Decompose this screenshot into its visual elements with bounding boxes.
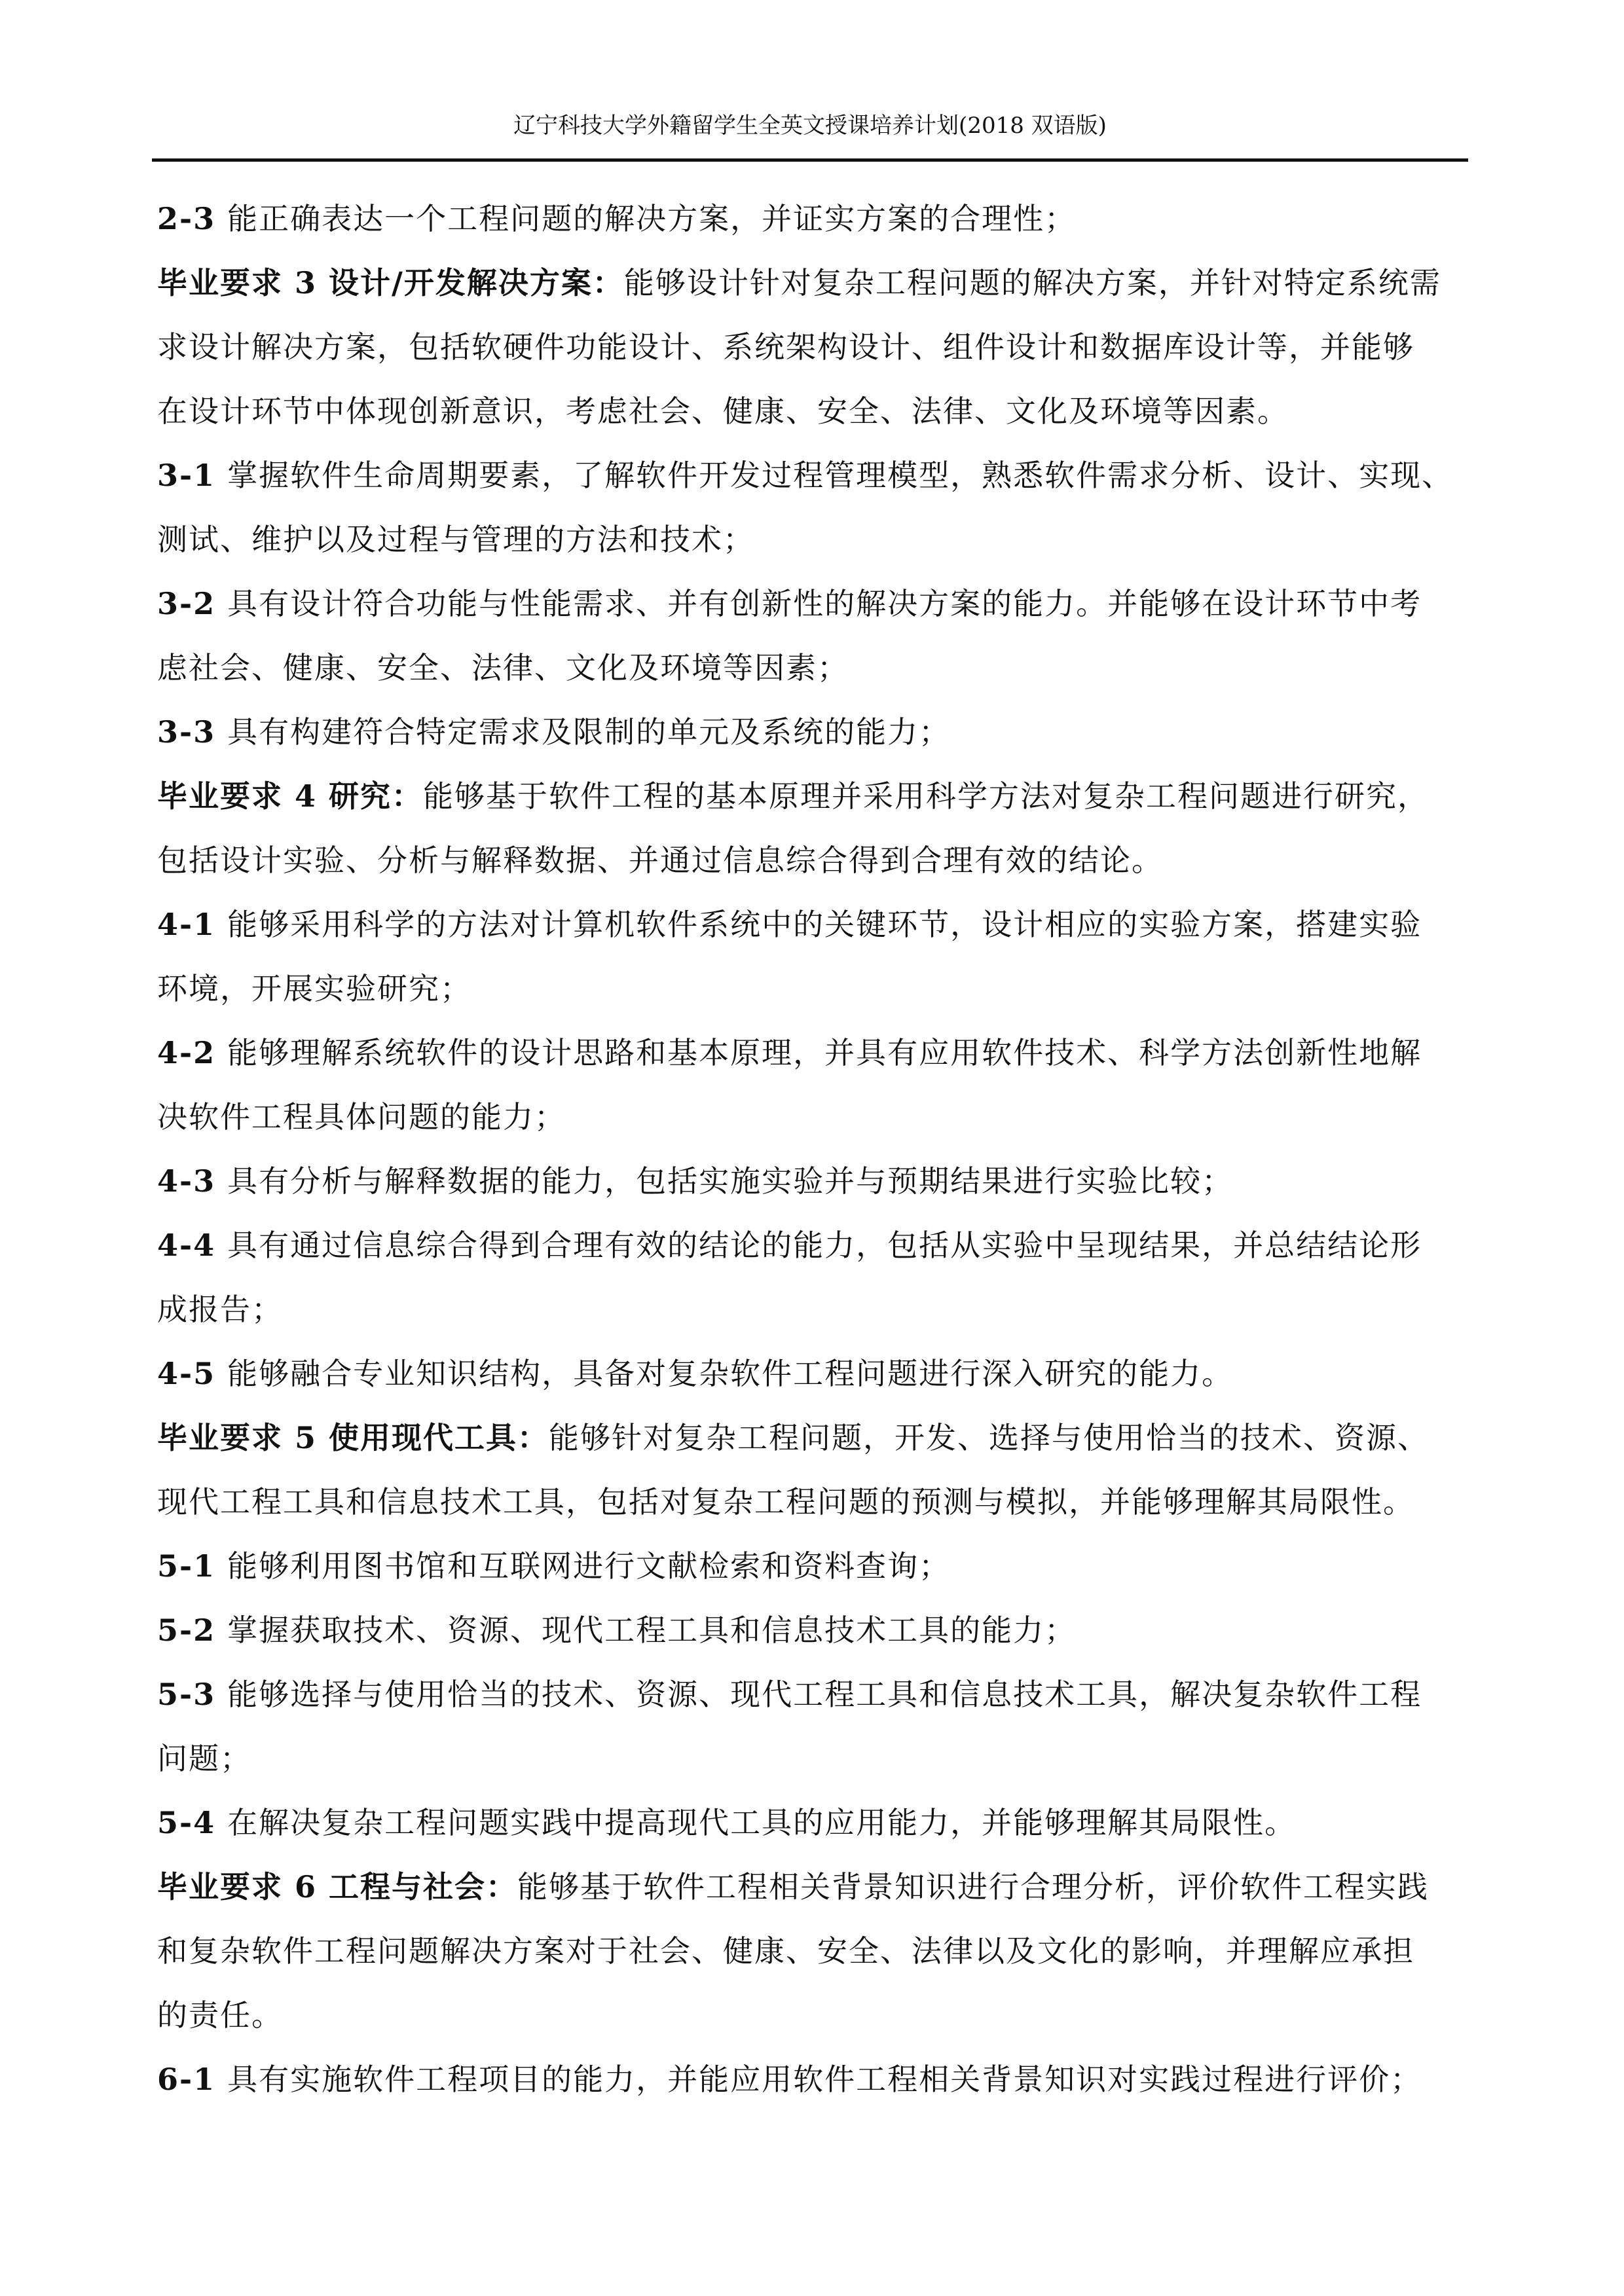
text-line xyxy=(157,700,1473,764)
line-text: 能够利用图书馆和互联网进行文献检索和资料查询； xyxy=(227,1548,951,1584)
item-number: 4-3 xyxy=(157,1163,216,1199)
text-line xyxy=(157,764,1473,828)
line-text: 能正确表达一个工程问题的解决方案，并证实方案的合理性； xyxy=(227,201,1077,236)
item-number: 3-1 xyxy=(157,458,216,493)
line-text: 包括设计实验、分析与解释数据、并通过信息综合得到合理有效的结论。 xyxy=(157,843,1163,878)
text-line xyxy=(157,1470,1473,1534)
text-line xyxy=(157,379,1473,443)
line-text: 在设计环节中体现创新意识，考虑社会、健康、安全、法律、文化及环境等因素。 xyxy=(157,393,1289,429)
text-line xyxy=(157,1983,1473,2047)
line-text: 能够设计针对复杂工程问题的解决方案，并针对特定系统需 xyxy=(623,265,1441,301)
line-text: 能够理解系统软件的设计思路和基本原理，并具有应用软件技术、科学方法创新性地解 xyxy=(227,1035,1422,1070)
line-text: 决软件工程具体问题的能力； xyxy=(157,1099,566,1135)
text-line xyxy=(157,251,1473,315)
item-number: 4-2 xyxy=(157,1035,216,1070)
text-line xyxy=(157,1085,1473,1149)
text-line xyxy=(157,1662,1473,1726)
text-line xyxy=(157,1598,1473,1662)
text-line xyxy=(157,828,1473,892)
line-text: 能够融合专业知识结构，具备对复杂软件工程问题进行深入研究的能力。 xyxy=(227,1356,1234,1391)
text-line xyxy=(157,1277,1473,1341)
line-text: 具有实施软件工程项目的能力，并能应用软件工程相关背景知识对实践过程进行评价； xyxy=(227,2062,1422,2097)
item-number: 5-2 xyxy=(157,1613,216,1648)
line-text: 具有通过信息综合得到合理有效的结论的能力，包括从实验中呈现结果，并总结结论形 xyxy=(227,1228,1422,1263)
line-text: 能够采用科学的方法对计算机软件系统中的关键环节，设计相应的实验方案，搭建实验 xyxy=(227,907,1422,942)
text-line xyxy=(157,957,1473,1021)
line-text: 能够基于软件工程的基本原理并采用科学方法对复杂工程问题进行研究， xyxy=(423,778,1430,814)
text-line xyxy=(157,507,1473,572)
text-line xyxy=(157,2047,1473,2111)
line-text: 在解决复杂工程问题实践中提高现代工具的应用能力，并能够理解其局限性。 xyxy=(227,1805,1297,1840)
text-line xyxy=(157,187,1473,251)
text-line xyxy=(157,1534,1473,1598)
text-line xyxy=(157,572,1473,636)
text-line xyxy=(157,892,1473,957)
item-number: 3-2 xyxy=(157,586,216,621)
line-text: 掌握获取技术、资源、现代工程工具和信息技术工具的能力； xyxy=(227,1613,1077,1648)
line-text: 求设计解决方案，包括软硬件功能设计、系统架构设计、组件设计和数据库设计等，并能够 xyxy=(157,329,1414,365)
item-number: 2-3 xyxy=(157,201,216,236)
document-body xyxy=(157,187,1473,2111)
header-divider xyxy=(152,158,1468,162)
item-number: 5-4 xyxy=(157,1805,216,1840)
text-line xyxy=(157,1021,1473,1085)
text-line xyxy=(157,315,1473,379)
line-text: 测试、维护以及过程与管理的方法和技术； xyxy=(157,522,754,557)
item-number: 4-1 xyxy=(157,907,216,942)
requirement-heading: 毕业要求 4 研究： xyxy=(157,778,424,814)
item-number: 3-3 xyxy=(157,714,216,750)
text-line xyxy=(157,1791,1473,1855)
text-line xyxy=(157,443,1473,507)
line-text: 成报告； xyxy=(157,1292,283,1327)
line-text: 的责任。 xyxy=(157,1997,283,2033)
text-line xyxy=(157,1406,1473,1470)
text-line xyxy=(157,1726,1473,1791)
text-line xyxy=(157,1213,1473,1277)
line-text: 能够基于软件工程相关背景知识进行合理分析，评价软件工程实践 xyxy=(517,1869,1430,1904)
item-number: 5-3 xyxy=(157,1677,216,1712)
line-text: 现代工程工具和信息技术工具，包括对复杂工程问题的预测与模拟，并能够理解其局限性。 xyxy=(157,1484,1414,1520)
line-text: 环境，开展实验研究； xyxy=(157,971,471,1006)
requirement-heading: 毕业要求 5 使用现代工具： xyxy=(157,1420,549,1455)
line-text: 能够选择与使用恰当的技术、资源、现代工程工具和信息技术工具，解决复杂软件工程 xyxy=(227,1677,1422,1712)
item-number: 6-1 xyxy=(157,2062,216,2097)
page-header-title: 辽宁科技大学外籍留学生全英文授课培养计划(2018 双语版) xyxy=(513,113,1107,139)
requirement-heading: 毕业要求 3 设计/开发解决方案： xyxy=(157,265,624,301)
line-text: 虑社会、健康、安全、法律、文化及环境等因素； xyxy=(157,650,849,685)
text-line xyxy=(157,1149,1473,1213)
line-text: 具有构建符合特定需求及限制的单元及系统的能力； xyxy=(227,714,951,750)
line-text: 掌握软件生命周期要素，了解软件开发过程管理模型，熟悉软件需求分析、设计、实现、 xyxy=(227,458,1454,493)
requirement-heading: 毕业要求 6 工程与社会： xyxy=(157,1869,518,1904)
text-line xyxy=(157,636,1473,700)
item-number: 5-1 xyxy=(157,1548,216,1584)
line-text: 能够针对复杂工程问题，开发、选择与使用恰当的技术、资源、 xyxy=(549,1420,1430,1455)
line-text: 和复杂软件工程问题解决方案对于社会、健康、安全、法律以及文化的影响，并理解应承担 xyxy=(157,1933,1414,1969)
item-number: 4-5 xyxy=(157,1356,216,1391)
text-line xyxy=(157,1341,1473,1406)
line-text: 问题； xyxy=(157,1741,251,1776)
item-number: 4-4 xyxy=(157,1228,216,1263)
text-line xyxy=(157,1855,1473,1919)
text-line xyxy=(157,1919,1473,1983)
line-text: 具有设计符合功能与性能需求、并有创新性的解决方案的能力。并能够在设计环节中考 xyxy=(227,586,1422,621)
line-text: 具有分析与解释数据的能力，包括实施实验并与预期结果进行实验比较； xyxy=(227,1163,1234,1199)
